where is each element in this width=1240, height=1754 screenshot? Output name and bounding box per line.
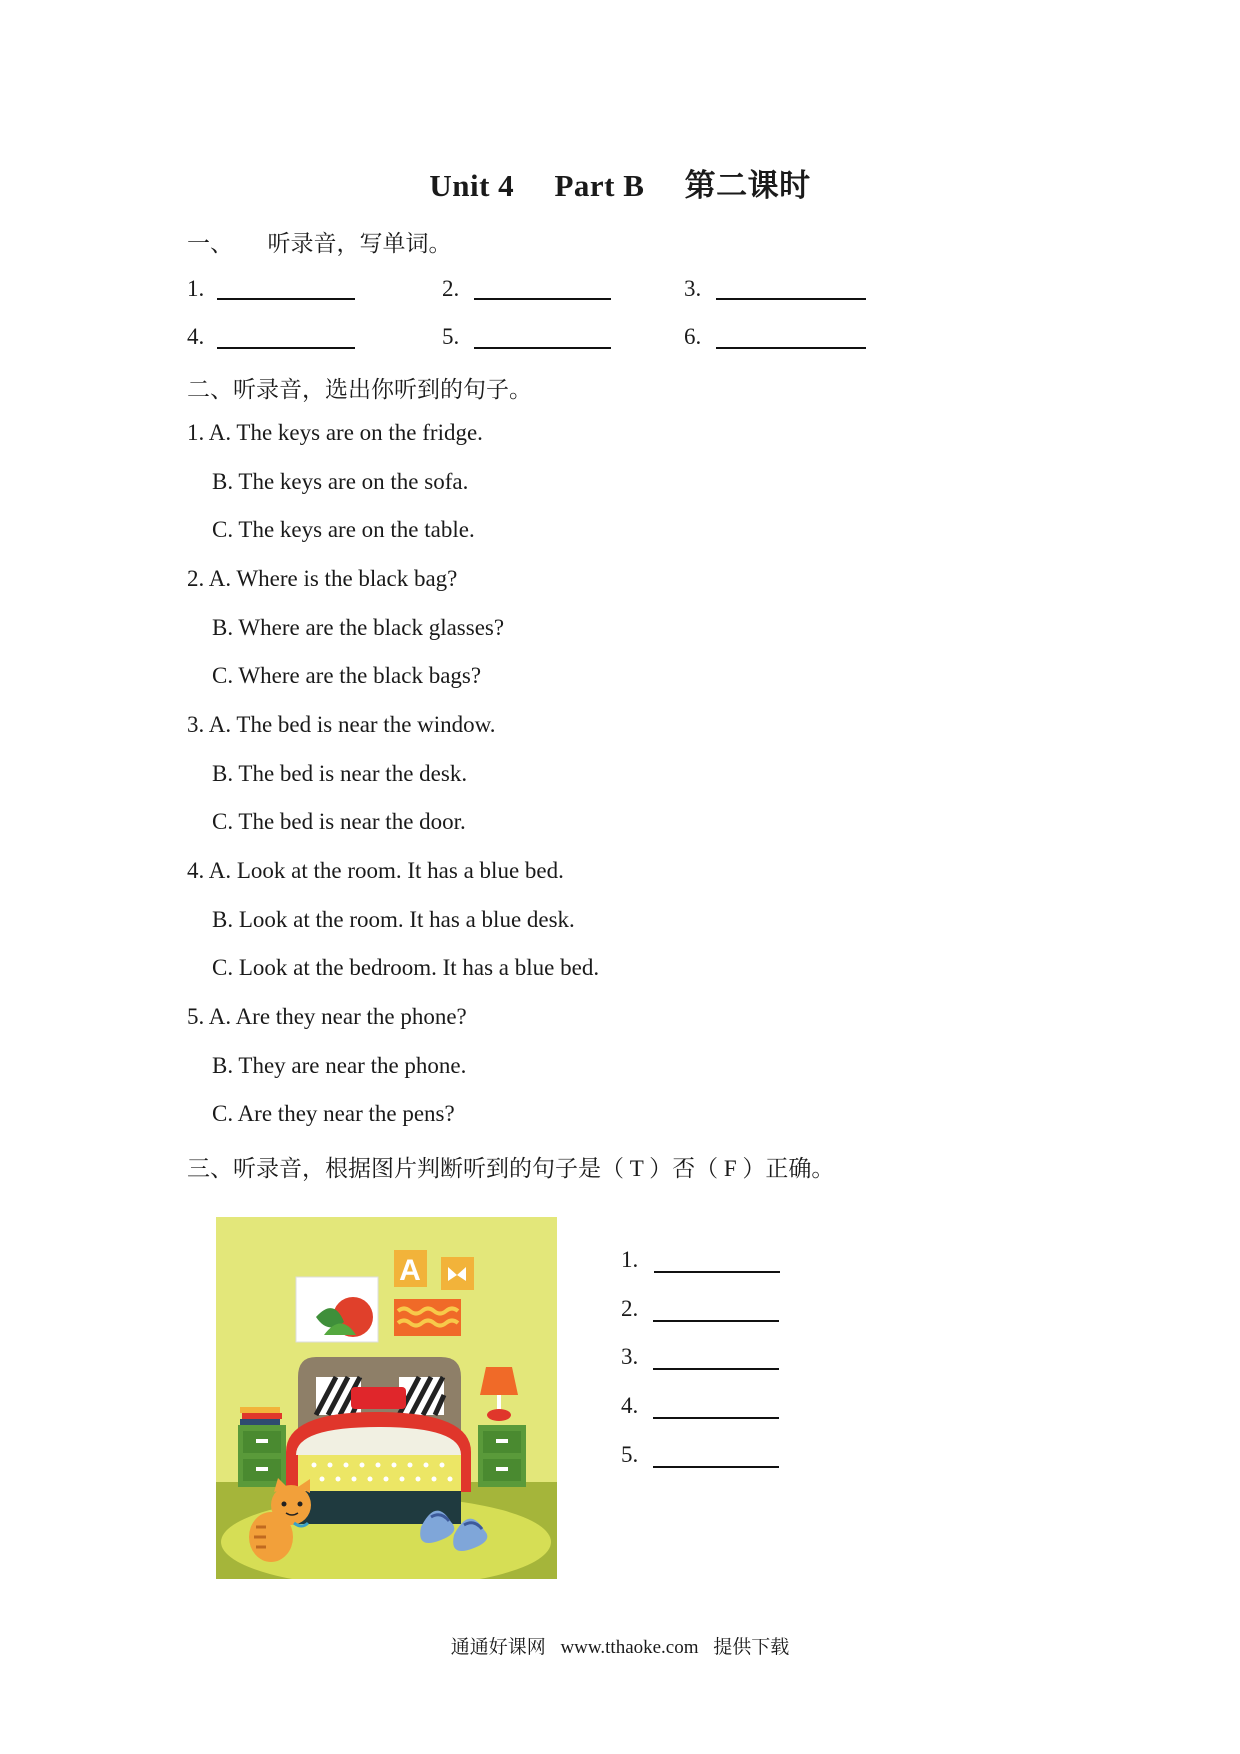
title-unit: Unit 4 xyxy=(429,168,515,203)
s3-item-5-blank[interactable] xyxy=(653,1466,779,1468)
s1-item-1-blank[interactable] xyxy=(217,298,355,300)
s2-q5-option-c: C. Are they near the pens? xyxy=(212,1101,455,1126)
wall-picture xyxy=(296,1277,378,1342)
letter-card-text: A xyxy=(399,1254,421,1287)
footer-note: 提供下载 xyxy=(713,1637,790,1658)
s1-item-5-label: 5. xyxy=(442,324,460,349)
bed xyxy=(286,1412,471,1524)
letter-card xyxy=(394,1250,427,1287)
s1-item-4-blank[interactable] xyxy=(217,347,355,349)
s1-item-6-label: 6. xyxy=(684,324,702,349)
s2-q5-option-b: B. They are near the phone. xyxy=(212,1053,467,1078)
s2-q4-option-a: 4. A. Look at the room. It has a blue bed. xyxy=(187,858,564,883)
s1-item-2-blank[interactable] xyxy=(474,298,611,300)
s2-q2-option-a: 2. A. Where is the black bag? xyxy=(187,566,458,591)
section3-heading: 三、听录音，根据图片判断听到的句子是（ T ）否（ F ）正确。 xyxy=(187,1156,835,1181)
s3-item-4-label: 4. xyxy=(621,1393,639,1418)
s3-item-1-label: 1. xyxy=(621,1247,639,1272)
s3-item-5-label: 5. xyxy=(621,1442,639,1467)
footer-site: 通通好课网 xyxy=(450,1637,546,1658)
s1-item-5-blank[interactable] xyxy=(474,347,611,349)
s2-q1-option-b: B. The keys are on the sofa. xyxy=(212,469,469,494)
s2-q3-option-a: 3. A. The bed is near the window. xyxy=(187,712,496,737)
s2-q1-option-c: C. The keys are on the table. xyxy=(212,517,475,542)
section2-heading: 二、听录音，选出你听到的句子。 xyxy=(187,377,532,402)
s2-q3-option-c: C. The bed is near the door. xyxy=(212,809,466,834)
s2-q5-option-a: 5. A. Are they near the phone? xyxy=(187,1004,467,1029)
s1-item-2-label: 2. xyxy=(442,276,460,301)
footer-url[interactable]: www.tthaoke.com xyxy=(560,1637,699,1658)
wave-card xyxy=(394,1299,461,1336)
butterfly-card xyxy=(441,1257,474,1290)
s2-q4-option-b: B. Look at the room. It has a blue desk. xyxy=(212,907,575,932)
nightstand-right xyxy=(478,1425,526,1487)
s3-item-3-blank[interactable] xyxy=(653,1368,779,1370)
title-lesson: 第二课时 xyxy=(684,168,811,203)
s2-q2-option-b: B. Where are the black glasses? xyxy=(212,615,505,640)
s1-item-3-blank[interactable] xyxy=(716,298,866,300)
s2-q3-option-b: B. The bed is near the desk. xyxy=(212,761,468,786)
title-part: Part B xyxy=(554,168,645,203)
s3-item-2-blank[interactable] xyxy=(653,1320,779,1322)
s1-item-3-label: 3. xyxy=(684,276,702,301)
s3-item-2-label: 2. xyxy=(621,1296,639,1321)
s3-item-1-blank[interactable] xyxy=(654,1271,780,1273)
s3-item-4-blank[interactable] xyxy=(653,1417,779,1419)
s1-item-1-label: 1. xyxy=(187,276,205,301)
nightstand-left xyxy=(238,1407,286,1487)
s1-item-6-blank[interactable] xyxy=(716,347,866,349)
page-title xyxy=(0,160,1240,205)
footer xyxy=(0,1632,1240,1659)
s2-q1-option-a: 1. A. The keys are on the fridge. xyxy=(187,420,483,445)
s2-q2-option-c: C. Where are the black bags? xyxy=(212,663,482,688)
section1-heading: 一、 听录音，写单词。 xyxy=(187,231,452,256)
s1-item-4-label: 4. xyxy=(187,324,205,349)
bedroom-picture xyxy=(216,1217,557,1579)
s2-q4-option-c: C. Look at the bedroom. It has a blue bed. xyxy=(212,955,600,980)
s3-item-3-label: 3. xyxy=(621,1344,639,1369)
